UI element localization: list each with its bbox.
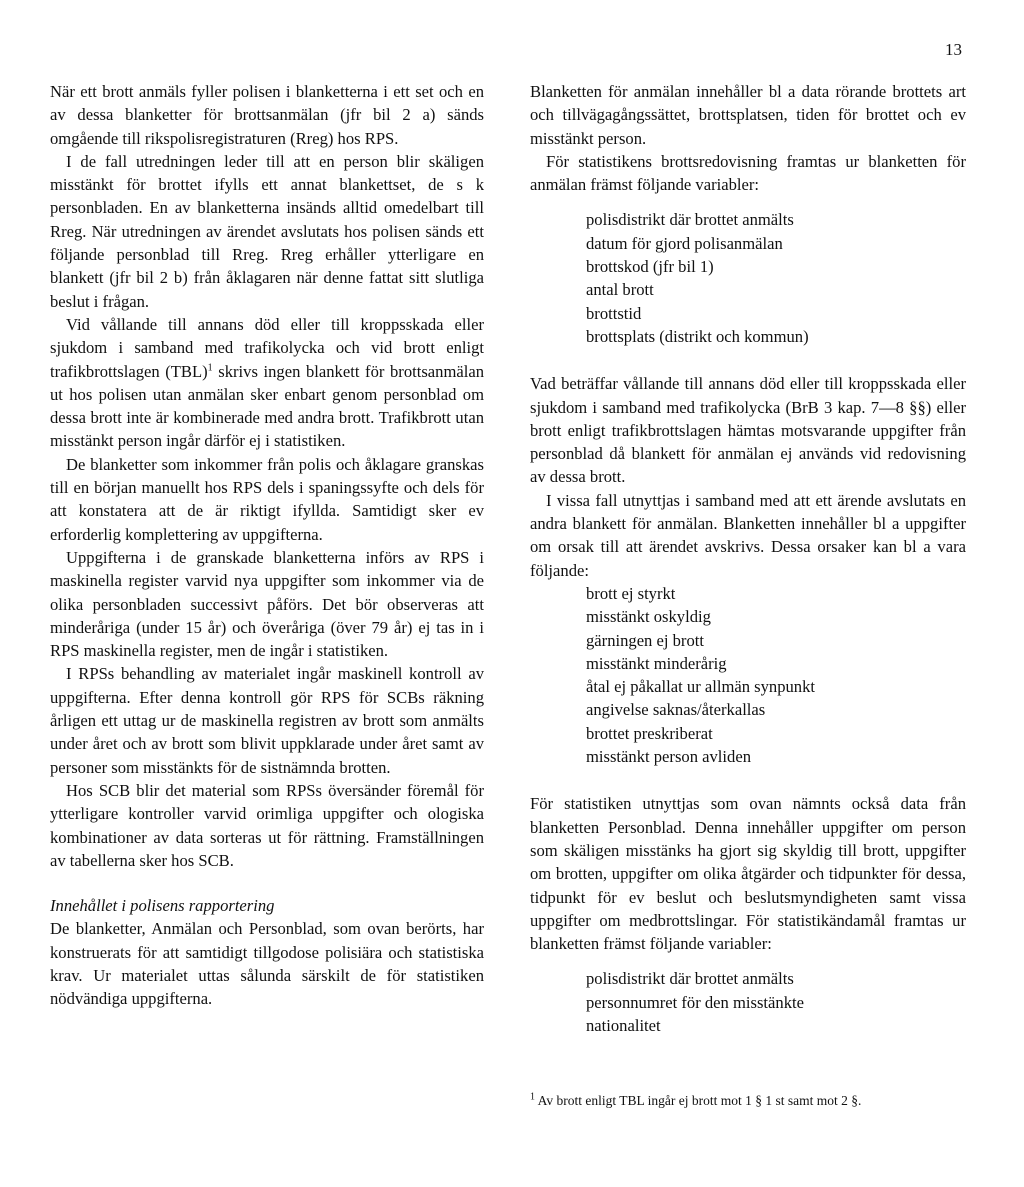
paragraph: Blanketten för anmälan innehåller bl a data rörande brottets art och tillvägagångssättet, brottsplatsen, tiden för brottet och ev misstänkt person. [530,82,966,148]
list-item: brottet preskriberat [586,723,713,743]
footnote-mark: 1 [530,1091,535,1103]
paragraph: Uppgifterna i de granskade blanketterna införs av RPS i maskinella register varvid nya uppgifter som inkommer via de olika personbladen successivt påförs. Det bör observeras att minderåriga (under 15 år) och överåriga (över 79 år) ej tas in i RPS maskinella register, men de ingår i statistiken. [50,547,484,661]
list-item: polisdistrikt där brottet anmälts [586,210,794,230]
paragraph: De blanketter som inkommer från polis och åklagare granskas till en början manuellt hos RPS dels i spaningssyfte och dels för att konstatera att de är riktigt ifyllda. Samtidigt sker ev erforderlig komplettering av uppgifterna. [50,454,484,544]
paragraph: För statistikens brottsredovisning framtas ur blanketten för anmälan främst följande variabler: [530,151,966,195]
list-item: brott ej styrkt [586,583,676,603]
paragraph-text: skrivs ingen blankett för brottsanmälan ut hos polisen utan anmälan sker enbart genom personblad om dessa brott inte är kombinerade med andra brott. Trafikbrott utan misstänkt person ingår därför ej i statistiken. [50,361,484,451]
paragraph: I de fall utredningen leder till att en person blir skäligen misstänkt för brottet ifylls ett annat blankettset, de s k personbladen. En av blanketterna insänds alltid omedelbart till Rreg. När utredningen av ärendet avslutats hos polisen sänds ett följande personblad till Rreg. Rreg erhåller ytterligare en blankett (jfr bil 2 b) från åklagaren när denne fattat sitt slutliga beslut i frågan. [50,151,484,311]
list-item: antal brott [586,280,654,300]
list-item: angivelse saknas/återkallas [586,700,766,720]
paragraph: När ett brott anmäls fyller polisen i blanketterna i ett set och en av dessa blanketter för brottsanmälan (jfr bil 2 a) sänds omgående till rikspolisregistraturen (Rreg) hos RPS. [50,82,484,148]
list-item: brottstid [586,303,642,323]
list-item: polisdistrikt där brottet anmälts [586,969,794,989]
list-item: åtal ej påkallat ur allmän synpunkt [586,677,816,697]
list-item: gärningen ej brott [586,630,704,650]
page-number: 13 [945,40,962,59]
paragraph: I vissa fall utnyttjas i samband med att ett ärende avslutats en andra blankett för anmälan. Blanketten innehåller bl a uppgifter om orsak till att ärendet avskrivs. Dessa orsaker kan bl a vara följande: [530,490,966,580]
paragraph: Vad beträffar vållande till annans död eller till kroppsskada eller sjukdom i samband med trafikolycka (BrB 3 kap. 7—8 §§) eller brott enligt trafikbrottslagen hämtas motsvarande uppgifter från personblad då blankett för anmälan ej används vid redovisning av dessa brott. [530,374,966,487]
paragraph: Hos SCB blir det material som RPSs översänder föremål för ytterligare kontroller varvid orimliga uppgifter och ologiska kombinationer av data sorteras ut för rättning. Framställningen av tabellerna sker hos SCB. [50,780,484,870]
paragraph: För statistiken utnyttjas som ovan nämnts också data från blanketten Personblad. Denna innehåller uppgifter om person som skäligen misstänks ha gjort sig skyldig till brott, uppgifter om brotten, uppgifter om olika åtgärder och tidpunkter för dessa, tidpunkt för ev beslut och beslutsmyndigheten samt vissa uppgifter om medbrottslingar. För statistikändamål framtas ur blanketten främst följande variabler: [530,794,966,954]
right-column [530,80,966,1049]
paragraph: I RPSs behandling av materialet ingår maskinell kontroll av uppgifterna. Efter denna kontroll gör RPS för SCBs räkning årligen ett uttag ur de maskinella registren av brott som anmälts under året och av brott som blivit uppklarade under året samt av personer som misstänkts för de sistnämnda brotten. [50,664,484,777]
footnote-text: Av brott enligt TBL ingår ej brott mot 1 § 1 st samt mot 2 §. [537,1093,862,1108]
list-item: brottsplats (distrikt och kommun) [586,326,809,346]
variable-list [586,967,966,1037]
paragraph-text: Vid vållande till annans död eller till kroppsskada eller sjukdom i samband med trafikolycka och vid brott enligt trafikbrottslagen (TBL) [50,314,484,381]
list-item: misstänkt oskyldig [586,607,711,627]
list-item: misstänkt person avliden [586,747,751,767]
list-item: nationalitet [586,1015,661,1035]
footnote-reference: 1 [207,362,213,374]
variable-list [586,208,966,348]
list-item: personnumret för den misstänkte [586,992,804,1012]
left-column [50,80,484,1011]
footnote [530,1092,966,1110]
section-heading: Innehållet i polisens rapportering [50,896,275,916]
list-item: datum för gjord polisanmälan [586,233,783,253]
list-item: brottskod (jfr bil 1) [586,257,714,277]
paragraph [50,313,484,453]
reason-list [586,582,966,768]
list-item: misstänkt minderårig [586,653,727,673]
paragraph: De blanketter, Anmälan och Personblad, som ovan berörts, har konstruerats för att samtidigt tillgodose polisiära och statistiska krav. Ur materialet uttas sålunda särskilt de för statistiken nödvändiga uppgifterna. [50,919,484,1009]
